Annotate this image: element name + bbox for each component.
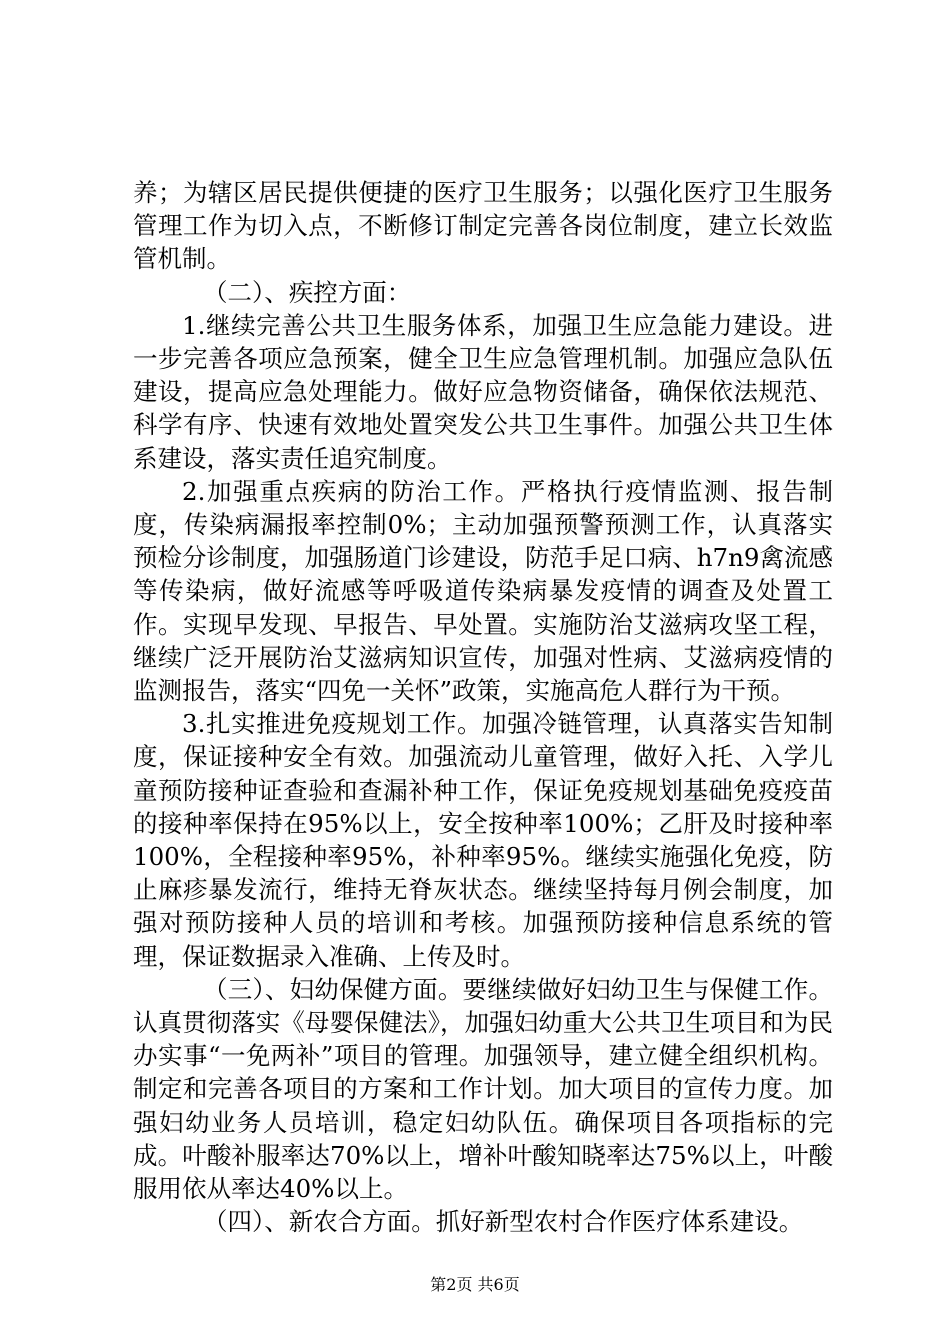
- section-heading-disease-control: （二）、疾控方面：: [203, 277, 412, 307]
- section-maternal-child-health: （三）、妇幼保健方面。要继续做好妇幼卫生与保健工作。认真贯彻落实《母婴保健法》，加强妇幼重大公共卫生项目和为民办实事“一免两补”项目的管理。加强领导，建立健全组织机构。制定和完善各项目的方案和工作计划。加大项目的宣传力度。加强妇幼业务人员培训，稳定妇幼队伍。确保项目各项指标的完成。叶酸补服率达70%以上，增补叶酸知晓率达75%以上，叶酸服用依从率达40%以上。: [133, 974, 833, 1204]
- page-number-label: 第2页 共6页: [430, 1275, 520, 1294]
- document-body: [133, 176, 833, 1239]
- paragraph-item-2: 2.加强重点疾病的防治工作。严格执行疫情监测、报告制度，传染病漏报率控制0%；主动加强预警预测工作，认真落实预检分诊制度，加强肠道门诊建设，防范手足口病、h7n9禽流感等传染病，做好流感等呼吸道传染病暴发疫情的调查及处置工作。实现早发现、早报告、早处置。实施防治艾滋病攻坚工程，继续广泛开展防治艾滋病知识宣传，加强对性病、艾滋病疫情的监测报告，落实“四免一关怀”政策，实施高危人群行为干预。: [133, 476, 833, 706]
- section-rural-cooperative-medical: （四）、新农合方面。抓好新型农村合作医疗体系建设。: [203, 1207, 804, 1237]
- paragraph-item-1: 1.继续完善公共卫生服务体系，加强卫生应急能力建设。进一步完善各项应急预案，健全卫生应急管理机制。加强应急队伍建设，提高应急处理能力。做好应急物资储备，确保依法规范、科学有序、快速有效地处置突发公共卫生事件。加强公共卫生体系建设，落实责任追究制度。: [133, 310, 833, 473]
- page-footer: [0, 1272, 950, 1295]
- paragraph-continuation: 养；为辖区居民提供便捷的医疗卫生服务；以强化医疗卫生服务管理工作为切入点，不断修订制定完善各岗位制度，建立长效监管机制。: [133, 178, 833, 274]
- paragraph-item-3: 3.扎实推进免疫规划工作。加强冷链管理，认真落实告知制度，保证接种安全有效。加强流动儿童管理，做好入托、入学儿童预防接种证查验和查漏补种工作，保证免疫规划基础免疫疫苗的接种率保持在95%以上，安全按种率100%；乙肝及时接种率100%，全程接种率95%，补种率95%。继续实施强化免疫，防止麻疹暴发流行，维持无脊灰状态。继续坚持每月例会制度，加强对预防接种人员的培训和考核。加强预防接种信息系统的管理，保证数据录入准确、上传及时。: [133, 709, 833, 971]
